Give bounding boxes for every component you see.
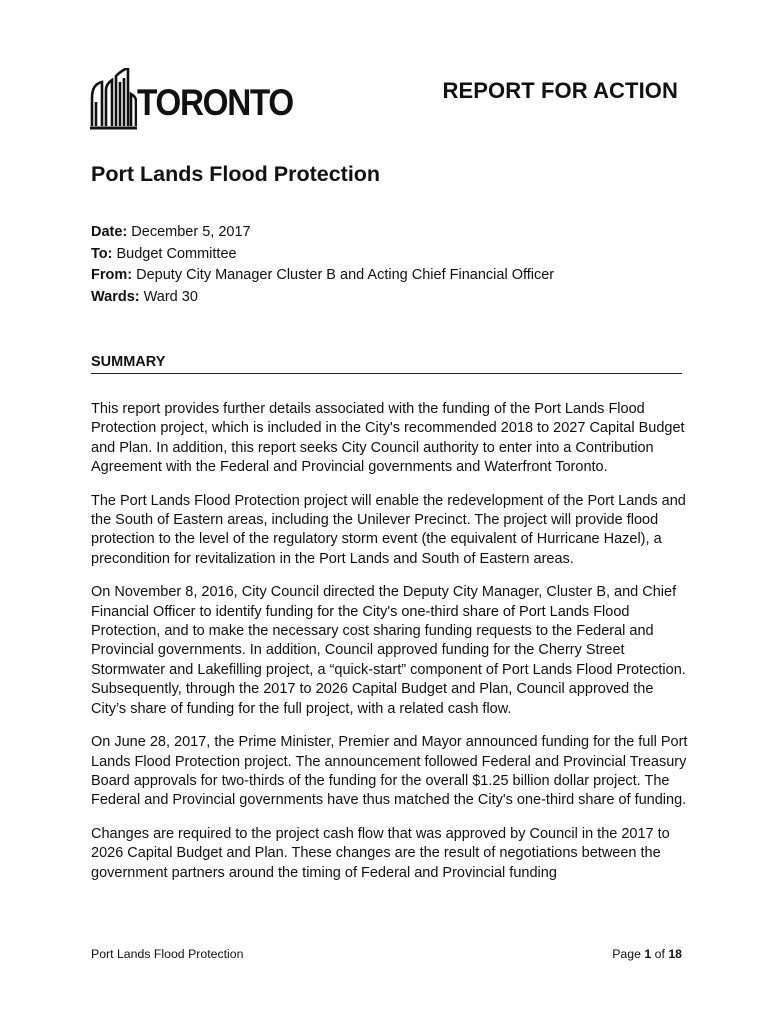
meta-from-row: [91, 265, 554, 287]
summary-heading: SUMMARY: [91, 354, 682, 374]
page-current: 1: [644, 947, 652, 961]
to-label: To:: [91, 245, 113, 262]
page-total: 18: [668, 947, 682, 961]
summary-paragraph: Changes are required to the project cash flow that was approved by Council in the 2017 to 2026 Capital Budget and Plan. These changes are the result of negotiations between the government partners around the timing of Federal and Provincial funding: [91, 825, 670, 881]
summary-paragraph: On June 28, 2017, the Prime Minister, Premier and Mayor announced funding for the full Port Lands Flood Protection project. The announcement followed Federal and Provincial Treasury Board approvals for two-thirds of the funding for the overall $1.25 billion dollar project. The Federal and Provincial governments have thus matched the City's one-third share of funding.: [91, 734, 688, 809]
toronto-logo: [89, 68, 293, 130]
wards-value: Ward 30: [143, 288, 198, 305]
page-word: Page: [612, 947, 641, 961]
summary-paragraph: On November 8, 2016, City Council directed the Deputy City Manager, Cluster B, and Chief Financial Officer to identify funding for the City's one-third share of Port Lands Flood Protection, and to make the necessary cost sharing funding requests to the Federal and Provincial governments. In addition, Council approved funding for the Cherry Street Stormwater and Lakefilling project, a “quick-start” component of Port Lands Flood Protection. Subsequently, through the 2017 to 2026 Capital Budget and Plan, Council approved the City’s share of funding for the full project, with a related cash flow.: [91, 584, 686, 717]
summary-body: [91, 400, 691, 897]
date-value: December 5, 2017: [131, 224, 251, 240]
page-of: of: [654, 947, 665, 961]
from-label: From:: [91, 267, 133, 283]
summary-paragraph: This report provides further details associated with the funding of the Port Lands Flood Protection project, which is included in the City's recommended 2018 to 2027 Capital Budget and Plan. In addition, this report seeks City Council authority to enter into a Contribution Agreement with the Federal and Provincial governments and Waterfront Toronto.: [91, 401, 685, 476]
meta-wards-row: [91, 287, 554, 309]
page-number: [612, 947, 682, 961]
wards-label: Wards:: [91, 288, 140, 305]
city-hall-icon: [89, 68, 137, 130]
meta-to-row: [91, 244, 554, 266]
meta-date-row: [91, 222, 554, 244]
footer-document-name: Port Lands Flood Protection: [91, 947, 244, 961]
to-value: Budget Committee: [116, 245, 237, 262]
document-title: Port Lands Flood Protection: [91, 162, 381, 186]
summary-paragraph: The Port Lands Flood Protection project will enable the redevelopment of the Port Lands and the South of Eastern areas, including the Unilever Precinct. The project will provide flood protection to the level of the regulatory storm event (the equivalent of Hurricane Hazel), a precondition for revitalization in the Port Lands and South of Eastern areas.: [91, 492, 686, 567]
report-metadata: [91, 222, 554, 308]
logo-wordmark: TORONTO: [137, 82, 293, 123]
from-value: Deputy City Manager Cluster B and Acting Chief Financial Officer: [136, 267, 555, 283]
date-label: Date:: [91, 224, 128, 240]
report-type-label: REPORT FOR ACTION: [442, 78, 678, 103]
